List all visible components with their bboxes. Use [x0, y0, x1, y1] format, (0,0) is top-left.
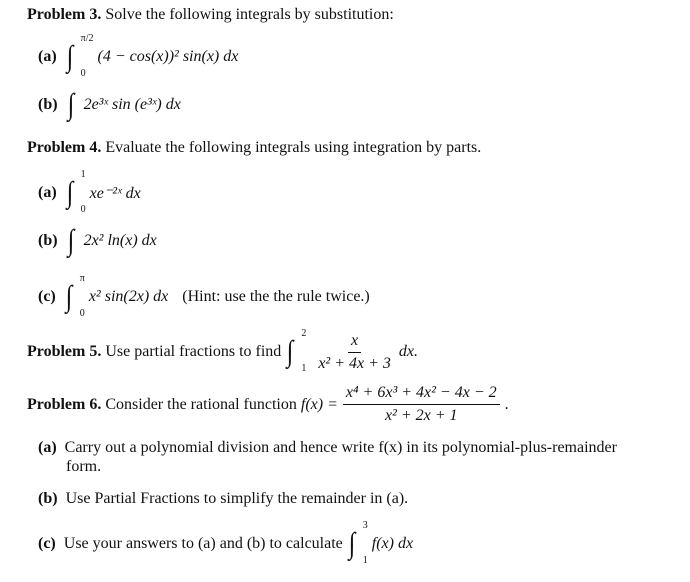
integral-sign: ∫ — [67, 88, 74, 121]
problem-6c: (c) Use your answers to (a) and (b) to calculate ∫ 3 1 f(x) dx — [38, 520, 414, 566]
problem-3-heading: Problem 3. Solve the following integrals by substitution: — [27, 6, 394, 23]
fraction: $\frac{\text{x⁴ + 6x³ + 4x² − 4x − 2}}{\text{x² + 2x + 1}}$ — [343, 384, 500, 425]
problem-4a: (a) ∫ 1 0 xe⁻²ˣ dx — [38, 169, 141, 215]
integral-sign: ∫ — [66, 176, 73, 209]
problem-4-heading: Problem 4. Evaluate the following integrals using integration by parts. — [27, 139, 482, 156]
integral-sign: ∫ — [348, 527, 355, 560]
problem-6a: (a) Carry out a polynomial division and hence write f(x) in its polynomial-plus-remainder — [38, 439, 617, 456]
integral-sign: ∫ — [67, 224, 74, 257]
problem-4b: (b) ∫ 2x² ln(x) dx — [38, 224, 157, 257]
problem-3b: (b) ∫ 2e³ˣ sin (e³ˣ) dx — [38, 88, 181, 121]
integral-sign: ∫ — [66, 40, 73, 73]
problem-3a: (a) ∫ π/2 0 (4 − cos(x))² sin(x) dx — [38, 33, 239, 79]
problem-6a-cont: form. — [66, 458, 102, 475]
integral-sign: ∫ — [286, 335, 294, 368]
problem-6b: (b) Use Partial Fractions to simplify the remainder in (a). — [38, 490, 409, 507]
fraction: $\frac{x}{\text{x² + 4x + 3}}$ — [318, 331, 391, 372]
problem-5: Problem 5. Use partial fractions to find ∫ 2 1 $\frac{x}{\text{x² + 4x + 3}}$ dx. — [27, 328, 419, 374]
problem-6: Problem 6. Consider the rational function f(x) = $\frac{\text{x⁴ + 6x³ + 4x² − 4x − 2}}{\text{x² + 2x + 1}}$ . — [27, 384, 509, 424]
problem-4c: (c) ∫ π 0 x² sin(2x) dx (Hint: use the the rule twice.) — [38, 273, 370, 319]
integral-sign: ∫ — [65, 280, 72, 313]
